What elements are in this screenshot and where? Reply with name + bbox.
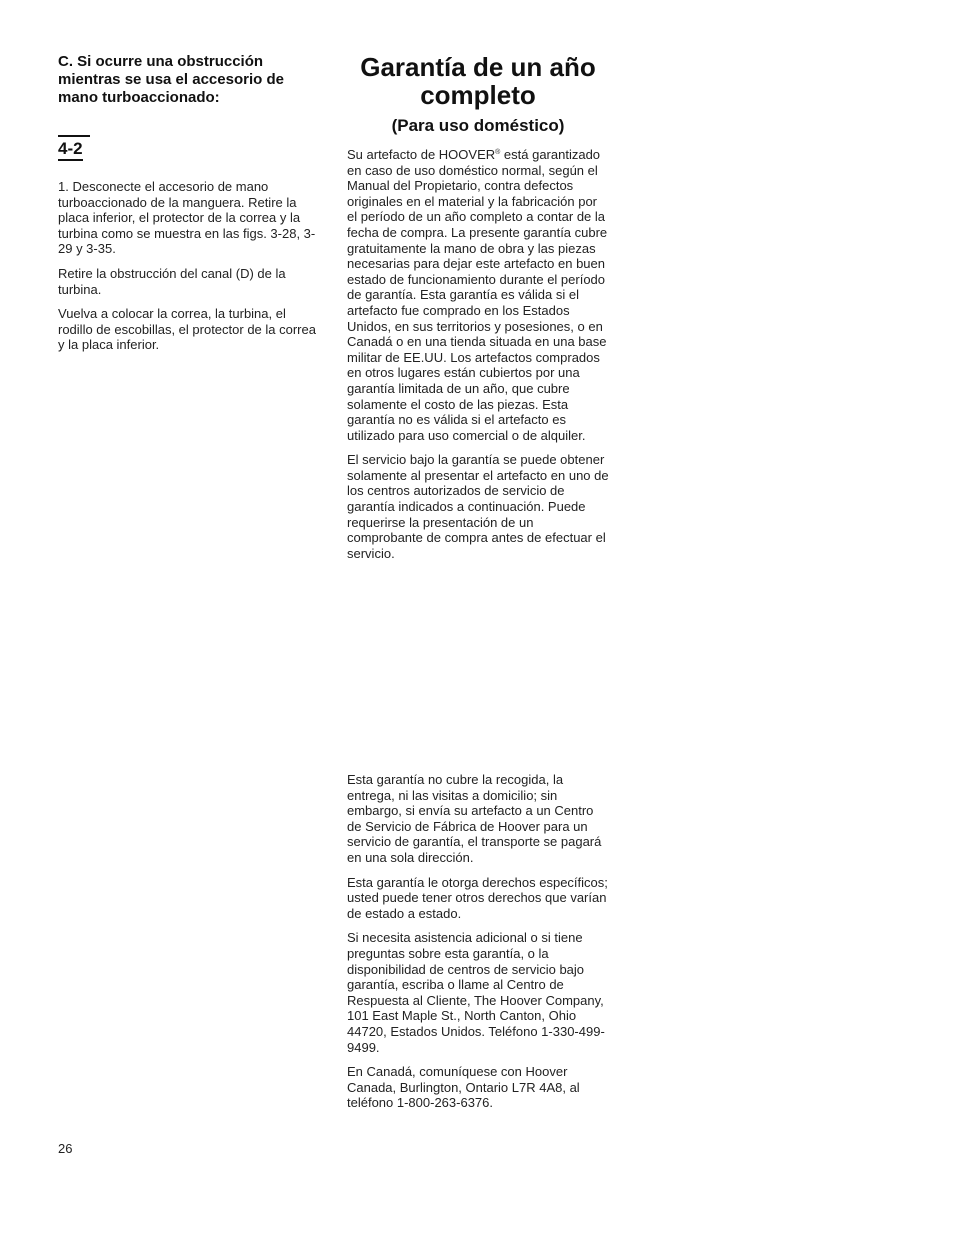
registered-mark: ® [495, 149, 501, 156]
warranty-paragraph: Esta garantía le otorga derechos específicos; usted puede tener otros derechos que varían de estado a estado. [347, 874, 608, 921]
page-number: 26 [58, 1141, 73, 1156]
warranty-intro-paragraph [347, 145, 609, 443]
left-column [58, 53, 320, 362]
step-label: 4-2 [58, 137, 83, 161]
warranty-title: Garantía de un año completo [360, 52, 596, 110]
intro-prefix: Su artefacto de HOOVER [347, 147, 496, 162]
warranty-section [347, 53, 609, 570]
intro-rest: está garantizado en caso de uso doméstico normal, según el Manual del Propietario, contra defectos originales en el material y la fabricación por el período de un año completo a contar de la fecha de compra. La presente garantía cubre gratuitamente la mano de obra y las piezas necesarias para dejar este artefacto en buen estado de funcionamiento durante el período de garantía. Esta garantía es válida si el artefacto fue comprado en los Estados Unidos, en sus territorios y posesiones, o en Canadá o en una tienda situada en una base militar de EE.UU. Los artefactos comprados en otros lugares están cubiertos por una garantía limitada de un año, que cubre solamente el costo de las piezas. Esta garantía no es válida si el artefacto es utilizado para uso comercial o de alquiler. [347, 147, 608, 443]
instruction-paragraph: 1. Desconecte el accesorio de mano turboaccionado de la manguera. Retire la placa inferior, el protector de la correa y la turbina como se muestra en las figs. 3-28, 3-29 y 3-35. [58, 179, 316, 257]
instructions [58, 179, 320, 353]
warranty-paragraph: Si necesita asistencia adicional o si tiene preguntas sobre esta garantía, o la disponibilidad de centros de servicio bajo garantía, escriba o llame al Centro de Respuesta al Cliente, The Hoover Company, 101 East Maple St., North Canton, Ohio 44720, Estados Unidos. Teléfono 1-330-499-9499. [347, 930, 605, 1055]
instruction-paragraph: Vuelva a colocar la correa, la turbina, el rodillo de escobillas, el protector de la correa y la placa inferior. [58, 306, 316, 353]
warranty-subtitle: (Para uso doméstico) [391, 116, 565, 135]
warranty-paragraph: Esta garantía no cubre la recogida, la entrega, ni las visitas a domicilio; sin embargo, si envía su artefacto a un Centro de Servicio de Fábrica de Hoover para un servicio de garantía, el transporte se pagará en una sola dirección. [347, 772, 602, 865]
warranty-terms [347, 772, 609, 1120]
step-indicator [58, 135, 90, 161]
instruction-paragraph: Retire la obstrucción del canal (D) de la turbina. [58, 265, 286, 297]
warranty-paragraph: En Canadá, comuníquese con Hoover Canada, Burlington, Ontario L7R 4A8, al teléfono 1-800-263-6376. [347, 1064, 580, 1111]
warranty-service-paragraph: El servicio bajo la garantía se puede obtener solamente al presentar el artefacto en uno de los centros autorizados de servicio de garantía indicados a continuación. Puede requerirse la presentación de un comprobante de compra antes de efectuar el servicio. [347, 452, 609, 561]
section-heading: C. Si ocurre una obstrucción mientras se usa el accesorio de mano turboaccionado: [58, 53, 284, 106]
